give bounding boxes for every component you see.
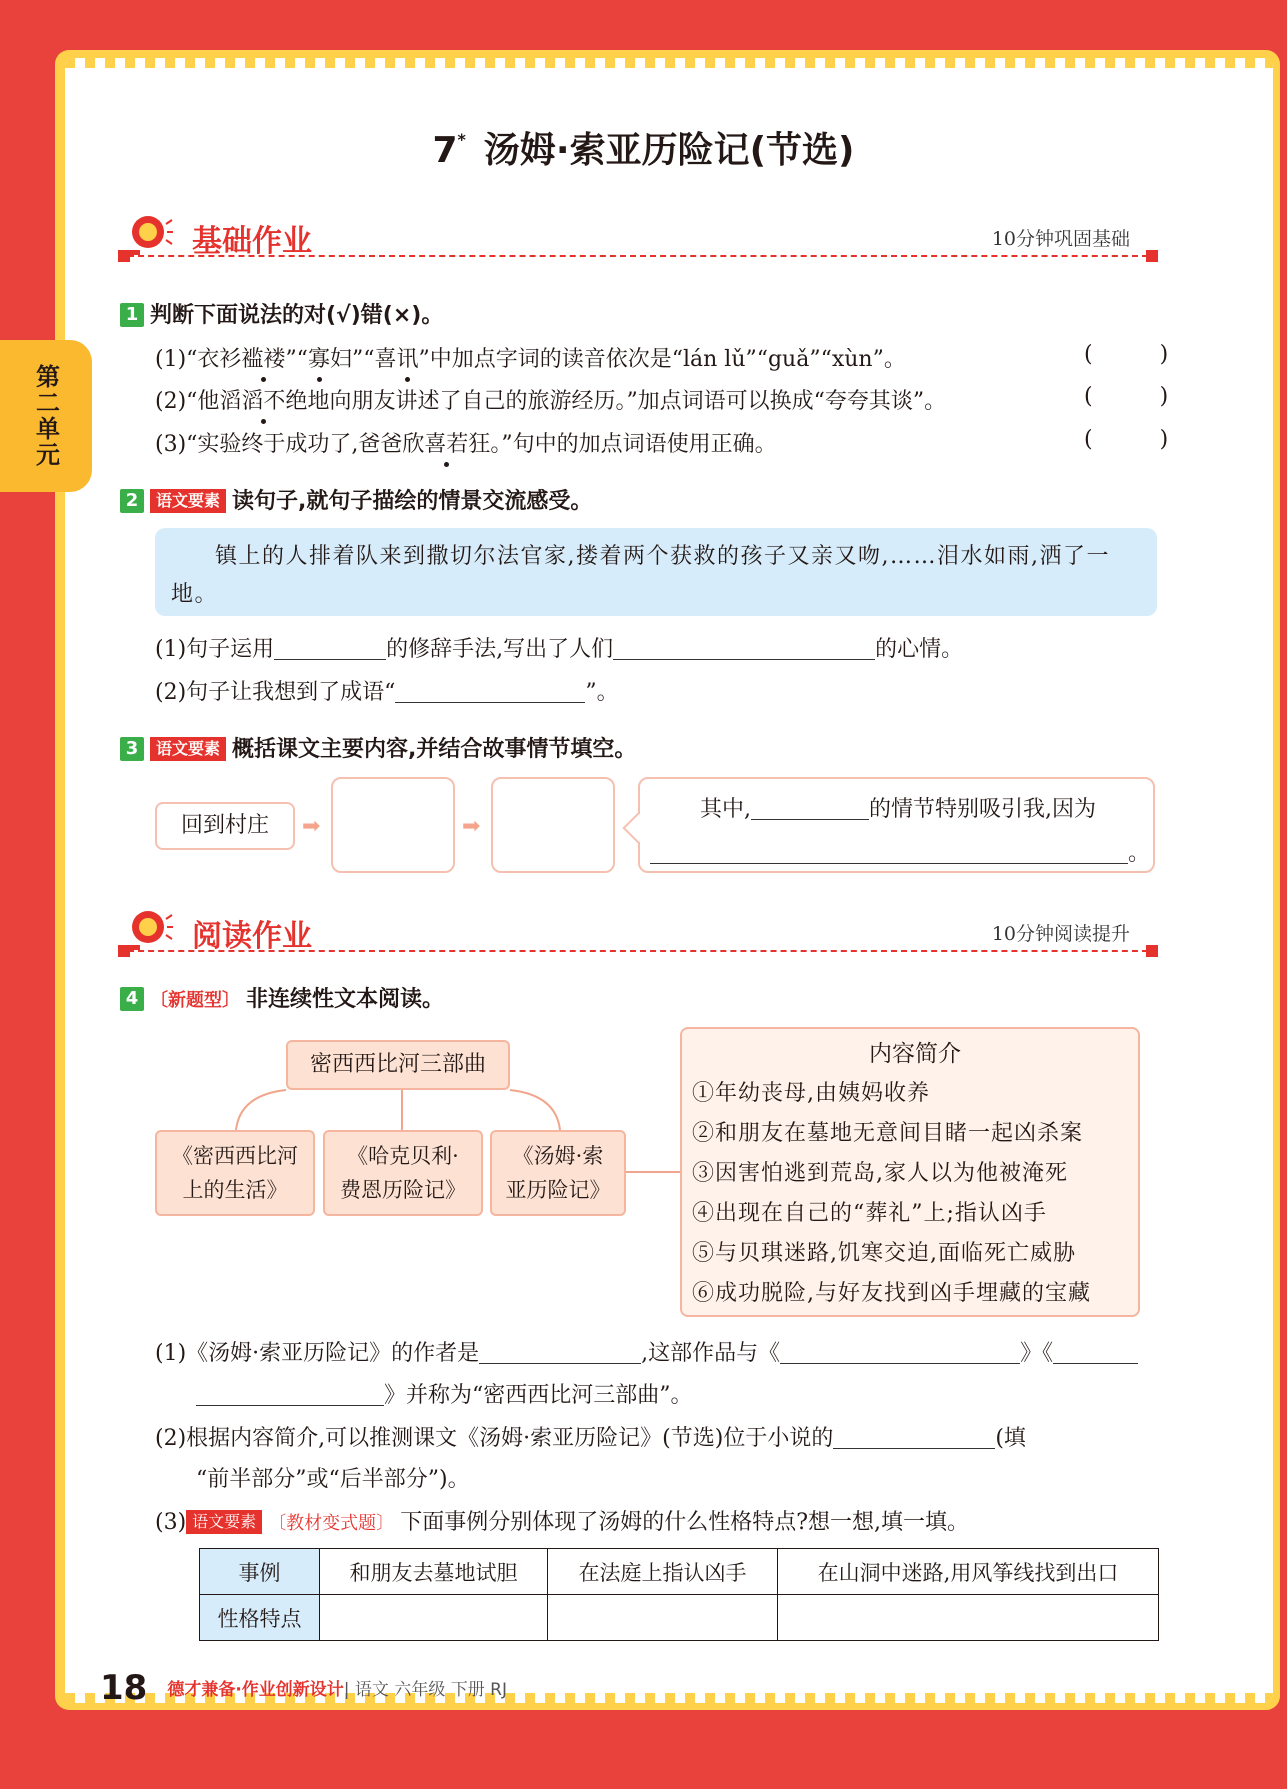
table-cell: 在山洞中迷路,用风筝线找到出口: [778, 1549, 1159, 1595]
section-title: 阅读作业: [192, 919, 312, 954]
content-summary-box: [680, 1027, 1140, 1317]
q4-sub-2-line-2: “前半部分”或“后半部分”)。: [196, 1467, 470, 1492]
summary-item: ③因害怕逃到荒岛,家人以为他被淹死: [692, 1161, 1068, 1186]
answer-blank[interactable]: [833, 1427, 995, 1449]
q1-item-1: (1)“衣衫褴褛”“寡妇”“喜讯”中加点字词的读音依次是“lán lǔ”“guǎ”“xùn”。: [155, 347, 906, 372]
table-cell: 在法庭上指认凶手: [548, 1549, 778, 1595]
footer-info: | 语文 六年级 下册 RJ: [343, 1680, 507, 1700]
question-1-heading: 1 判断下面说法的对(√)错(×)。: [120, 298, 443, 329]
answer-paren[interactable]: ( ): [1084, 427, 1199, 452]
answer-blank[interactable]: [1053, 1342, 1138, 1364]
flow-start-box: 回到村庄: [155, 802, 295, 850]
summary-item: ⑤与贝琪迷路,饥寒交迫,面临死亡威胁: [692, 1241, 1076, 1266]
arrow-right-icon: ➡: [462, 814, 481, 839]
lesson-title: 7* 汤姆·索亚历险记(节选): [432, 130, 855, 171]
tag-badge: 语文要素: [150, 737, 226, 761]
tag-badge: 语文要素: [150, 489, 226, 513]
answer-cell[interactable]: [548, 1595, 778, 1641]
q4-sub-1-line-2: 》并称为“密西西比河三部曲”。: [196, 1378, 693, 1409]
traits-table: [199, 1548, 1159, 1641]
table-row: [200, 1549, 1159, 1595]
q4-sub-1-line-1: (1)《汤姆·索亚历险记》的作者是 ,这部作品与《 》《: [155, 1336, 1138, 1367]
tree-leaf-node: 《密西西比河 上的生活》: [155, 1130, 315, 1216]
answer-cell[interactable]: [778, 1595, 1159, 1641]
page-number: 18: [100, 1668, 148, 1708]
tag-badge: 语文要素: [186, 1510, 262, 1534]
bubble-line-2: 。: [650, 836, 1150, 867]
unit-tab: 第二单元: [0, 340, 92, 492]
answer-blank[interactable]: [780, 1342, 1020, 1364]
new-type-tag: 〔新题型〕: [150, 990, 240, 1011]
answer-paren[interactable]: ( ): [1084, 342, 1199, 367]
q1-item-2: (2)“他滔滔不绝地向朋友讲述了自己的旅游经历。”加点词语可以换成“夸夸其谈”。: [155, 389, 947, 414]
answer-blank[interactable]: [196, 1384, 384, 1406]
section-title: 基础作业: [192, 224, 312, 259]
textbook-variant-tag: 〔教材变式题〕: [268, 1513, 395, 1534]
summary-item: ④出现在自己的“葬礼”上;指认凶手: [692, 1201, 1047, 1226]
table-row-header: 性格特点: [200, 1595, 320, 1641]
quote-box: 镇上的人排着队来到撒切尔法官家,搂着两个获救的孩子又亲又吻,……泪水如雨,洒了一地。: [155, 528, 1157, 616]
footer-brand: 德才兼备·作业创新设计: [167, 1680, 344, 1700]
summary-item: ①年幼丧母,由姨妈收养: [692, 1081, 930, 1106]
tree-root-node: 密西西比河三部曲: [286, 1040, 510, 1090]
question-2-heading: 2 语文要素 读句子,就句子描绘的情景交流感受。: [120, 484, 592, 515]
section-subtitle: 10分钟阅读提升: [991, 923, 1130, 945]
answer-paren[interactable]: ( ): [1084, 384, 1199, 409]
answer-cell[interactable]: [320, 1595, 548, 1641]
bubble-line-1: 其中, 的情节特别吸引我,因为: [700, 797, 1096, 822]
page-footer: [100, 1668, 507, 1708]
arrow-right-icon: ➡: [302, 814, 321, 839]
tree-leaf-node: 《哈克贝利· 费恩历险记》: [323, 1130, 483, 1216]
question-3-heading: 3 语文要素 概括课文主要内容,并结合故事情节填空。: [120, 732, 636, 763]
q4-sub-3: (3) 语文要素 〔教材变式题〕 下面事例分别体现了汤姆的什么性格特点?想一想,填一填。: [155, 1510, 969, 1535]
answer-blank[interactable]: [479, 1342, 641, 1364]
question-4-heading: 4 〔新题型〕 非连续性文本阅读。: [120, 982, 444, 1013]
tree-leaf-node: 《汤姆·索 亚历险记》: [490, 1130, 626, 1216]
table-row-header: 事例: [200, 1549, 320, 1595]
summary-title: 内容简介: [869, 1041, 961, 1067]
table-row: [200, 1595, 1159, 1641]
summary-item: ②和朋友在墓地无意间目睹一起凶杀案: [692, 1121, 1084, 1146]
q1-item-3: (3)“实验终于成功了,爸爸欣喜若狂。”句中的加点词语使用正确。: [155, 432, 777, 457]
summary-item: ⑥成功脱险,与好友找到凶手埋藏的宝藏: [692, 1281, 1091, 1306]
q2-sub-1: (1)句子运用 的修辞手法,写出了人们 的心情。: [155, 637, 964, 662]
table-cell: 和朋友去墓地试胆: [320, 1549, 548, 1595]
q4-sub-2-line-1: (2)根据内容简介,可以推测课文《汤姆·索亚历险记》(节选)位于小说的 (填: [155, 1426, 1026, 1451]
section-subtitle: 10分钟巩固基础: [991, 228, 1130, 250]
q2-sub-2: (2)句子让我想到了成语“ ”。: [155, 680, 619, 705]
